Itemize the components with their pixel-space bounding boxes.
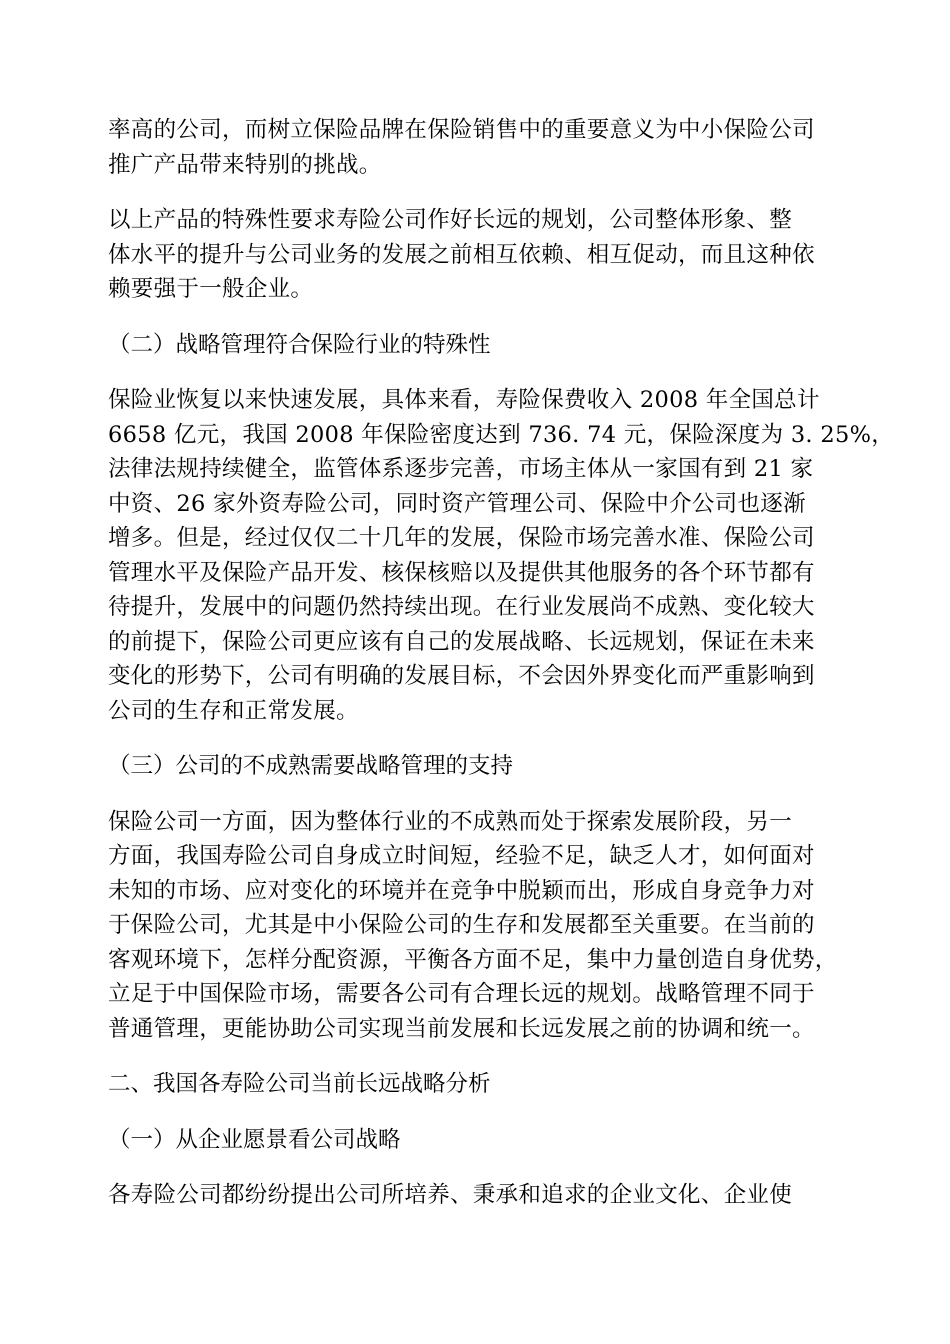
text-line: 立足于中国保险市场，需要各公司有合理长远的规划。战略管理不同于: [108, 981, 815, 1007]
section-heading-1: （一）从企业愿景看公司战略: [108, 1126, 401, 1153]
text-line: 增多。但是，经过仅仅二十几年的发展，保险市场完善水准、保险公司: [108, 525, 815, 551]
text-line: 率高的公司，而树立保险品牌在保险销售中的重要意义为中小保险公司: [108, 117, 815, 143]
text-line: 以上产品的特殊性要求寿险公司作好长远的规划，公司整体形象、整: [108, 207, 793, 233]
text-line: 赖要强于一般企业。: [108, 276, 314, 302]
paragraph-industry-development: [108, 383, 895, 728]
chapter-heading-2: 二、我国各寿险公司当前长远战略分析: [108, 1071, 491, 1097]
text-line: 未知的市场、应对变化的环境并在竞争中脱颖而出，形成自身竞争力对: [108, 877, 815, 904]
text-line: 推广产品带来特别的挑战。: [108, 151, 382, 178]
text-line: 中资、26 家外资寿险公司，同时资产管理公司、保险中介公司也逐渐: [108, 490, 806, 517]
text-line: 方面，我国寿险公司自身成立时间短，经验不足，缺乏人才，如何面对: [108, 843, 815, 869]
paragraph-company-immaturity: [108, 805, 848, 1047]
text-line: 于保险公司，尤其是中小保险公司的生存和发展都至关重要。在当前的: [108, 912, 815, 938]
text-line: 体水平的提升与公司业务的发展之前相互依赖、相互促动，而且这种依: [108, 241, 815, 268]
text-line: 保险公司一方面，因为整体行业的不成熟而处于探索发展阶段，另一: [108, 808, 793, 835]
section-heading-2: （二）战略管理符合保险行业的特殊性: [108, 331, 491, 358]
text-line: 变化的形势下，公司有明确的发展目标，不会因外界变化而严重影响到: [108, 663, 815, 689]
text-line: 6658 亿元，我国 2008 年保险密度达到 736. 74 元，保险深度为 3. 25%，: [108, 421, 895, 448]
text-line: 普通管理，更能协助公司实现当前发展和长远发展之前的协调和统一。: [108, 1015, 815, 1042]
paragraph-continuation: [108, 113, 848, 182]
text-line: 法律法规持续健全，监管体系逐步完善，市场主体从一家国有到 21 家: [108, 456, 814, 482]
text-line: 客观环境下，怎样分配资源，平衡各方面不足，集中力量创造自身优势，: [108, 946, 838, 973]
text-line: 各寿险公司都纷纷提出公司所培养、秉承和追求的企业文化、企业使: [108, 1182, 793, 1208]
text-line: 的前提下，保险公司更应该有自己的发展战略、长远规划，保证在未来: [108, 628, 815, 655]
text-line: 待提升，发展中的问题仍然持续出现。在行业发展尚不成熟、变化较大: [108, 594, 815, 620]
section-heading-3: （三）公司的不成熟需要战略管理的支持: [108, 753, 514, 779]
paragraph-corporate-vision: [108, 1178, 848, 1213]
text-line: 保险业恢复以来快速发展，具体来看，寿险保费收入 2008 年全国总计: [108, 387, 820, 413]
text-line: 管理水平及保险产品开发、核保核赔以及提供其他服务的各个环节都有: [108, 559, 815, 586]
document-page: [108, 113, 895, 1234]
paragraph-product-specifics: [108, 203, 848, 307]
text-line: 公司的生存和正常发展。: [108, 697, 359, 724]
